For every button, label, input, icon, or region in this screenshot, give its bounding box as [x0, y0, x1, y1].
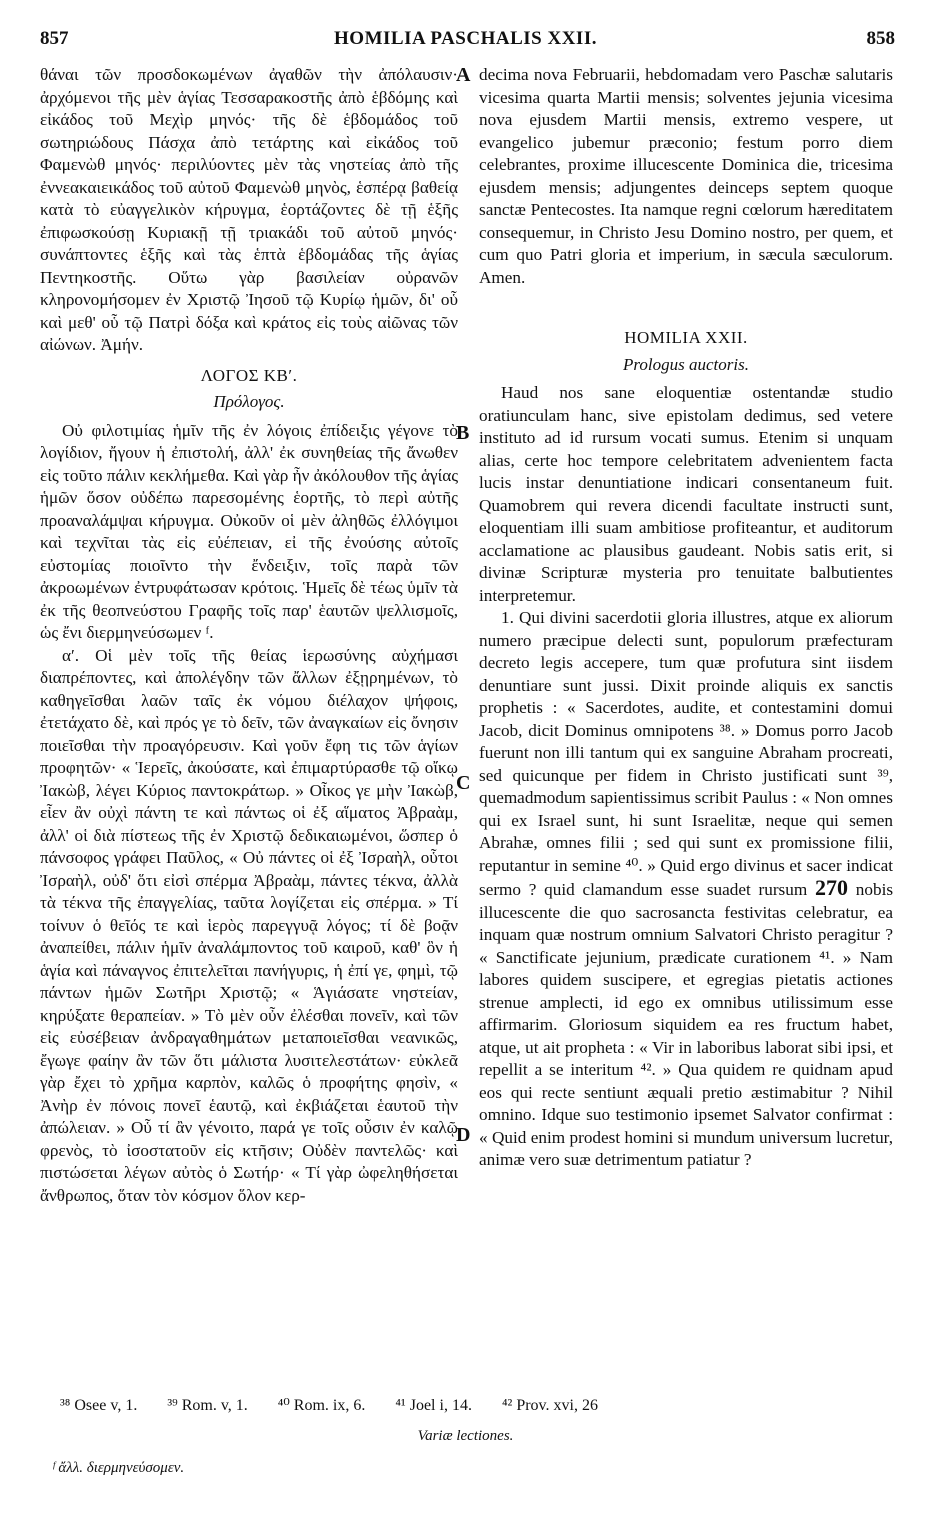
- running-title: HOMILIA PASCHALIS XXII.: [334, 28, 597, 49]
- footnote-41: ⁴¹ Joel i, 14.: [395, 1397, 472, 1414]
- footnote-38: ³⁸ Osee v, 1.: [60, 1397, 138, 1414]
- column-number: 270: [815, 875, 848, 900]
- latin-intro-paragraph: decima nova Februarii, hebdomadam vero Paschæ salutaris vicesima quarta Martii mensis; solventes jejunia vicesima nova ejusdem Martii mensis, extremo vespere, ut evangelico jubemur præconio; festum porro diem celebrantes, proxime illucescente Dominica die, tricesima ejusdem mensis; adjungentes deinceps septem quoque sanctæ Pentecostes. Ita namque regni cœlorum hæreditatem consequemur, in Christo Jesu Domino nostro, per quem, et cum quo Patri gloria et imperium, in sæcula sæculorum. Amen.: [479, 65, 893, 287]
- greek-column: [40, 64, 458, 1207]
- margin-letter-c: C: [456, 772, 471, 794]
- footnotes: [60, 1395, 880, 1415]
- greek-prologue-heading: Πρόλογος.: [213, 392, 285, 411]
- latin-column: [479, 64, 893, 1172]
- latin-body-part-2: nobis illucescente die quo sacrosancta festivitas celebratur, ea inquam quæ nostrum omnium Salvatori Christo peragitur ? « Sanctificate jejunium, prædicate curationem ⁴¹. » Nam labores quidem suscipere, et egregias pietatis actiones strenue amplecti, id ego ex omnibus utilissimum esse affirmarim. Gloriosum siquidem ea res fructum habet, atque, ut ait propheta : « Vir in laboribus laborat sibi ipsi, et repellit a se interitum ⁴². » Qua quidem re quidnam apud eos qui recte sentiunt æquali pretio æstimabitur ? Nihil omnino. Idque suo testimonio ipsemet Salvator confirmat : « Quid enim prodest homini si mundum universum lucretur, animæ vero suæ detrimentum patiatur ?: [479, 880, 894, 1169]
- variae-lectiones-title: Variæ lectiones.: [417, 1428, 514, 1444]
- left-page-number: 857: [40, 28, 69, 49]
- margin-letter-b: B: [456, 422, 470, 444]
- greek-homily-heading: ΛΟΓΟΣ ΚΒʹ.: [200, 365, 298, 385]
- latin-homily-heading: HOMILIA XXII.: [624, 328, 748, 347]
- margin-letter-d: D: [456, 1124, 471, 1146]
- footnote-40: ⁴⁰ Rom. ix, 6.: [277, 1397, 366, 1414]
- page-header: [0, 28, 931, 58]
- variant-reading: ᶠ ἄλλ. διερμηνεύσομεν.: [52, 1460, 185, 1476]
- greek-body-paragraph: αʹ. Οἱ μὲν τοῖς τῆς θείας ἱερωσύνης αὐχήμασι διαπρέποντες, καὶ ἀπολέγδην τῶν ἄλλων ἐξῃρημένων, τὸ καθηγεῖσθαι λαῶν ταῖς ἐκ νόμου διέλαχον ψήφοις, ἐτετάχατο δὲ, καὶ πρός γε τὸ δεῖν, τῶν ἀναγκαίων εἰς ὄνησιν ποιεῖσθαι τὴν προαγόρευσιν. Καὶ γοῦν ἔφη τις τῶν ἁγίων προφητῶν· « Ἱερεῖς, ἀκούσατε, καὶ ἐπιμαρτύρασθε τῷ οἴκῳ Ἰακὼβ, λέγει Κύριος παντοκράτωρ. » Οἶκος γε μὴν Ἰακὼβ, εἶεν ἂν οὐχὶ πάντη τε καὶ πάντως οἱ ἐξ αἵματος Ἀβραὰμ, ἀλλ' οἱ διὰ πίστεως τῆς ἐν Χριστῷ δεδικαιωμένοι, ὥσπερ ὁ πάνσοφος γράφει Παῦλος, « Οὐ πάντες οἱ ἐξ Ἰσραὴλ, οὗτοι Ἰσραὴλ, οὐδ' ὅτι εἰσὶ σπέρμα Ἀβραὰμ, πάντες τέκνα, ἀλλὰ τὰ τέκνα τῆς ἐπαγγελίας, ταῦτα λογίζεται εἰς σπέρμα. » Τί τοίνυν ὁ θεῖός τε καὶ ἱερὸς παρεγγυᾷ λόγος; τί δὲ βοᾷν ἀναπείθει, πάλιν ἡμῖν ἀναλάμποντος τοῦ καιροῦ, καθ' ὃν ἡ ἁγία καὶ πάναγνος ἐπιτελεῖται πανήγυρις, ἡ ἐπί γε, φημὶ, τῷ πάντων ἡμῶν Σωτῆρι Χριστῷ; « Ἁγιάσατε νηστείαν, κηρύξατε θεραπείαν. » Τὸ μὲν οὖν ἐλέσθαι πονεῖν, καὶ τῶν εἰς εὐσέβειαν ἀνδραγαθημάτων μεταποιεῖσθαι νεανικῶς, ἔγωγε φαίην ἂν τῶν ὅτι μάλιστα λυσιτελεστάτων· εὐκλεᾶ γὰρ ἔχει τὸ χρῆμα καρπὸν, καλῶς ὁ προφήτης φησὶν, « Ἀνὴρ ἐν πόνοις πονεῖ ἑαυτῷ, καὶ ἐκβιάζεται ἑαυτοῦ τὴν ἀπώλειαν. » Οὗ τί ἂν γένοιτο, παρά γε τοῖς οὖσιν ἐν καλῷ φρενὸς, τὸ ἰσοστατοῦν εἰς κτῆσιν; Οὐδὲν παντελῶς· καὶ πιστώσεται λέγων αὐτὸς ὁ Σωτήρ· « Τί γὰρ ὠφεληθήσεται ἄνθρωπος, ὅταν τὸν κόσμον ὅλον κερ-: [40, 645, 458, 1205]
- right-page-number: 858: [866, 28, 895, 49]
- greek-prologue-paragraph: Οὐ φιλοτιμίας ἡμῖν τῆς ἐν λόγοις ἐπίδειξις γέγονε τὸ λογίδιον, ἤγουν ἡ ἐπιστολή, ἀλλ' ἐκ συνηθείας τῆς ἄνωθεν εἰς τοῦτο πάλιν κεκλήμεθα. Καὶ γὰρ ἦν ἀκόλουθον τῆς ἁγίας ἡμῶν ὅσον οὐδέπω παρεσομένης ἑορτῆς, τὸ περὶ αὐτῆς προαναλάμψαι κήρυγμα. Οὐκοῦν οἱ μὲν ἀληθῶς ἐλλόγιμοι καὶ τεχνῖται τὰς εἰς εὐέπειαν, εἰ τῆς ἐνούσης αὐτοῖς εὐστομίας ποιοῖντο τὴν ἔνδειξιν, τοῖς παρὰ τῶν ἀκροωμένων ἐντρυφάτωσαν κρότοις. Ἡμεῖς δὲ τέως ὑμῖν τὰ ἐκ τῆς θεοπνεύστου Γραφῆς τοῖς παρ' ἑαυτῶν ψελλισμοῖς, ὡς ἔνι διερμηνεύσωμεν ᶠ.: [40, 420, 458, 642]
- latin-prologue-heading: Prologus auctoris.: [623, 354, 749, 374]
- latin-body-paragraph: [479, 607, 893, 1172]
- latin-prologue-paragraph: Haud nos sane eloquentiæ ostentandæ studio oratiunculam hanc, sive epistolam dedimus, sed vetere instituto ad id rursum vocati sumus. Etenim si unquam alias, certe hoc tempore celebritatem advenientem facta lucis instar denuntiatione indicari consentaneum fuit. Quamobrem qui revera dicendi facultate instructi sunt, eloquentiam illi suam ambitiose profiteantur, et auditorum acclamatione ac plausibus gaudeant. Nobis satis erit, si divinæ Scripturæ mysteria pro tenuitate balbutientes interpretemur.: [479, 383, 893, 605]
- greek-intro-paragraph: θάναι τῶν προσδοκωμένων ἀγαθῶν τὴν ἀπόλαυσιν· ἀρχόμενοι τῆς μὲν ἁγίας Τεσσαρακοστῆς ἀπὸ ἑβδόμης καὶ εἰκάδος τοῦ Μεχὶρ μηνός· τῆς δὲ ἑβδομάδος τοῦ σωτηριώδους Πάσχα ἀπὸ τετάρτης καὶ εἰκάδος τοῦ Φαμενὼθ μηνός· περιλύοντες μὲν τὰς νηστείας ἀπὸ τῆς ἐννεακαιεικάδος τοῦ αὐτοῦ Φαμενὼθ μηνὸς, ἑσπέρᾳ βαθείᾳ κατὰ τὸ εὐαγγελικὸν κήρυγμα, ἑορτάζοντες δὲ τῇ ἑξῆς ἐπιφωσκούσῃ Κυριακῇ τῇ τριακάδι τοῦ αὐτοῦ μηνός· συνάπτοντες ἑξῆς καὶ τὰς ἑπτὰ ἑβδομάδας τῆς ἁγίας Πεντηκοστῆς. Οὕτω γὰρ βασιλείαν οὐρανῶν κληρονομήσομεν ἐν Χριστῷ Ἰησοῦ τῷ Κυρίῳ ἡμῶν, δι' οὗ καὶ μεθ' οὗ τῷ Πατρὶ δόξα καὶ κράτος εἰς τοὺς αἰῶνας τῶν αἰώνων. Ἀμήν.: [40, 65, 458, 354]
- latin-body-part-1: 1. Qui divini sacerdotii gloria illustres, atque ex aliorum numero præcipue delecti sunt, populorum præfecturam decreto legis accepere, tum quæ profutura sint iisdem denuntiare sunt jussi. Dixit proinde aliquis ex sanctis prophetis : « Sacerdotes, audite, et contestamini domui Jacob, dicit Dominus omnipotens ³⁸. » Domus porro Jacob fuerunt non illi tantum qui ex sanguine Abraham procreati, sed quicunque per fidem in Christo justificati sunt ³⁹, quemadmodum sapientissimus scribit Paulus : « Non omnes qui ex Israel sunt, hi sunt Israelitæ, neque qui semen Abrahæ, omnes filii ; sed qui sunt ex promissione filii, reputantur in semine ⁴⁰. » Quid ergo divinus et sacer indicat sermo ? quid clamandum esse suadet rursum: [479, 608, 893, 899]
- footnote-39: ³⁹ Rom. v, 1.: [167, 1397, 248, 1414]
- margin-letter-a: A: [456, 64, 471, 86]
- footnote-42: ⁴² Prov. xvi, 26: [501, 1397, 598, 1414]
